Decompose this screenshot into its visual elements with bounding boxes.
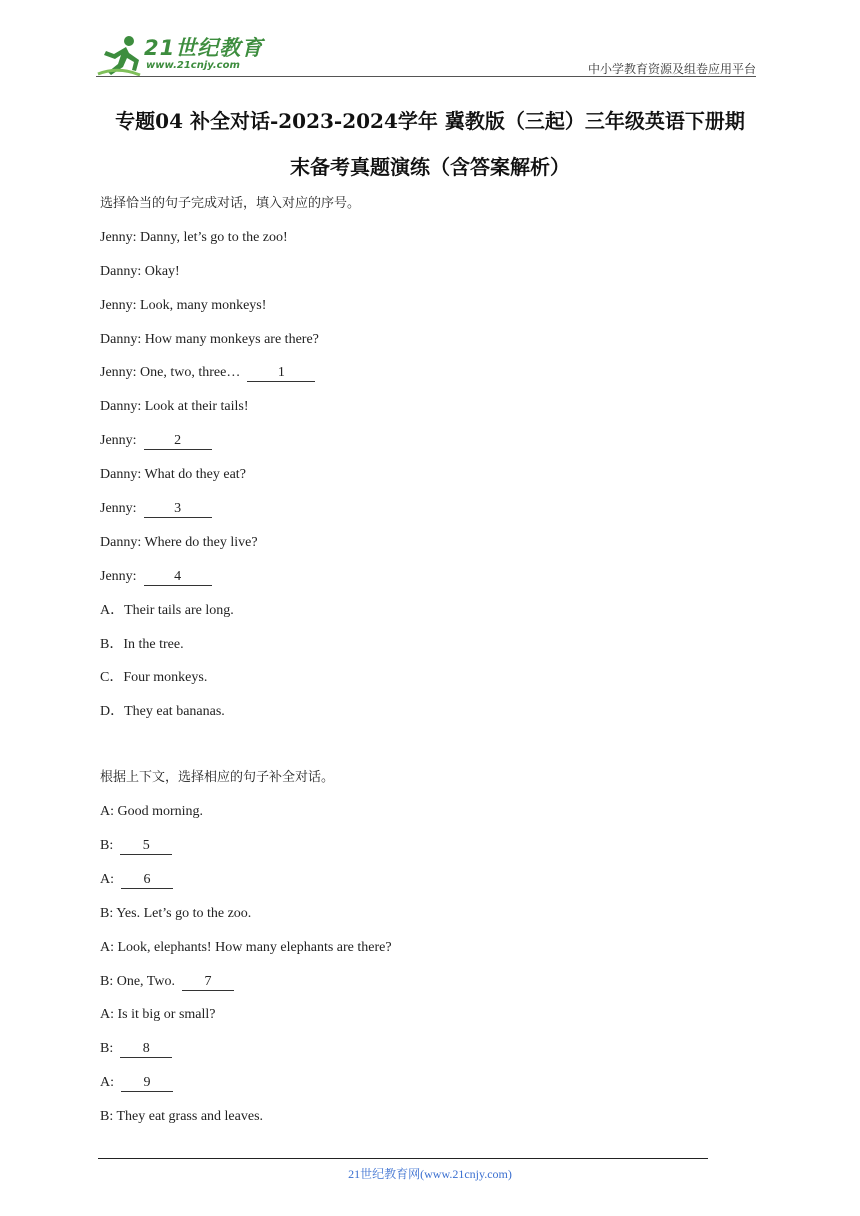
footer-text: 21世纪教育网(www.21cnjy.com): [348, 1167, 512, 1181]
document-body: [100, 194, 740, 1141]
dialog-line: [100, 296, 740, 330]
option-item: C．Four monkeys.: [100, 670, 208, 686]
dialog-line: [100, 938, 740, 972]
dialog-line: [100, 499, 740, 533]
dialog-line: [100, 870, 740, 904]
section2-instruction: 根据上下文，选择相应的句子补全对话。: [100, 770, 335, 786]
dialog-text: A: Look, elephants! How many elephants are there?: [100, 939, 392, 955]
platform-name: 中小学教育资源及组卷应用平台: [587, 62, 756, 76]
dialog-text: B: They eat grass and leaves.: [100, 1109, 264, 1125]
section1-dialog: [100, 228, 740, 601]
title-line-1: 专题04 补全对话-2023-2024学年 冀教版（三起）三年级英语下册期: [115, 109, 745, 133]
dialog-line: [100, 567, 740, 601]
logo-name: 21世纪教育: [144, 36, 264, 60]
dialog-line: [100, 465, 740, 499]
option-item: B．In the tree.: [100, 636, 184, 652]
dialog-text: Jenny: One, two, three…: [100, 365, 241, 381]
answer-blank[interactable]: 2: [144, 433, 212, 450]
section1-instruction: 选择恰当的句子完成对话，填入对应的序号。: [100, 196, 361, 211]
dialog-line: [100, 1005, 740, 1039]
dialog-line: [100, 802, 740, 836]
answer-blank[interactable]: 6: [121, 872, 173, 889]
answer-blank[interactable]: 8: [120, 1041, 172, 1058]
logo: [96, 34, 142, 78]
dialog-line: [100, 363, 740, 397]
dialog-text: Danny: How many monkeys are there?: [100, 331, 319, 347]
answer-blank[interactable]: 7: [182, 974, 234, 991]
dialog-text: Jenny: Look, many monkeys!: [100, 297, 267, 313]
page-header: [96, 30, 756, 78]
answer-blank[interactable]: 3: [144, 501, 212, 518]
document-title: [96, 98, 764, 190]
dialog-text: A: Good morning.: [100, 804, 204, 820]
runner-logo-icon: [96, 34, 142, 78]
dialog-line: [100, 1039, 740, 1073]
dialog-text: Danny: Where do they live?: [100, 534, 258, 550]
dialog-text: B: Yes. Let’s go to the zoo.: [100, 905, 252, 921]
dialog-text: Danny: Look at their tails!: [100, 399, 249, 415]
logo-url: www.21cnjy.com: [146, 60, 240, 71]
dialog-text: Danny: Okay!: [100, 263, 180, 279]
dialog-line: [100, 228, 740, 262]
dialog-line: [100, 1073, 740, 1107]
footer-divider: [98, 1158, 708, 1159]
dialog-text: Jenny:: [100, 501, 137, 517]
answer-blank[interactable]: 1: [247, 365, 315, 382]
dialog-line: [100, 972, 740, 1006]
dialog-text: Danny: What do they eat?: [100, 467, 246, 483]
section-gap: [100, 736, 740, 768]
answer-blank[interactable]: 5: [120, 838, 172, 855]
dialog-text: Jenny:: [100, 568, 137, 584]
section1-options: [100, 601, 740, 737]
title-line-2: 末备考真题演练（含答案解析）: [290, 155, 570, 179]
dialog-text: B:: [100, 1041, 114, 1057]
dialog-text: Jenny: Danny, let’s go to the zoo!: [100, 229, 288, 245]
dialog-line: [100, 904, 740, 938]
option-item: D．They eat bananas.: [100, 704, 225, 720]
dialog-text: B:: [100, 838, 114, 854]
header-divider: [96, 76, 756, 77]
option-item: A．Their tails are long.: [100, 602, 234, 618]
answer-blank[interactable]: 4: [144, 569, 212, 586]
dialog-line: [100, 836, 740, 870]
dialog-line: [100, 533, 740, 567]
dialog-text: Jenny:: [100, 433, 137, 449]
dialog-line: [100, 262, 740, 296]
answer-blank[interactable]: 9: [121, 1075, 173, 1092]
dialog-text: A: Is it big or small?: [100, 1007, 216, 1023]
dialog-line: [100, 397, 740, 431]
dialog-line: [100, 1107, 740, 1141]
dialog-line: [100, 330, 740, 364]
dialog-line: [100, 431, 740, 465]
dialog-text: B: One, Two.: [100, 973, 175, 989]
logo-text: [144, 36, 354, 71]
dialog-text: A:: [100, 1075, 114, 1091]
dialog-text: A:: [100, 871, 114, 887]
section2-dialog: [100, 802, 740, 1141]
